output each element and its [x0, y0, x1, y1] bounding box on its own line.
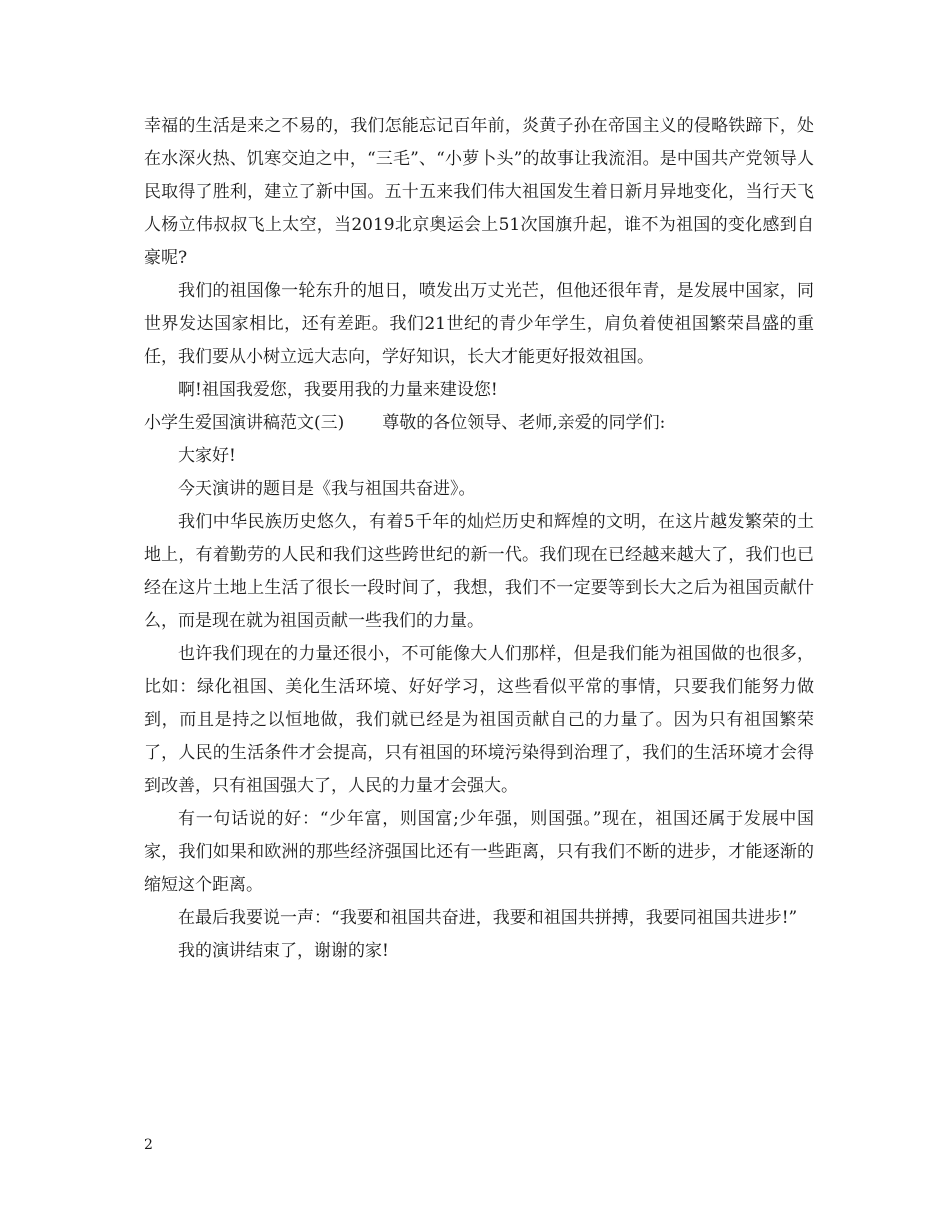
paragraph-2: 我们的祖国像一轮东升的旭日，喷发出万丈光芒，但他还很年青，是发展中国家，同世界发达国家相比，还有差距。我们21世纪的青少年学生，肩负着使祖国繁荣昌盛的重任，我们要从小树立远大志向，学好知识，长大才能更好报效祖国。 — [144, 281, 814, 367]
salutation: 尊敬的各位领导、老师,亲爱的同学们: — [382, 413, 666, 433]
paragraph-9: 在最后我要说一声：“我要和祖国共奋进，我要和祖国共拼搏，我要同祖国共进步!” — [178, 908, 798, 928]
document-body — [144, 110, 814, 968]
paragraph-3: 啊!祖国我爱您，我要用我的力量来建设您! — [178, 380, 498, 400]
paragraph-1: 幸福的生活是来之不易的，我们怎能忘记百年前，炎黄子孙在帝国主义的侵略铁蹄下，处在水深火热、饥寒交迫之中，“三毛”、“小萝卜头”的故事让我流泪。是中国共产党领导人民取得了胜利，建立了新中国。五十五来我们伟大祖国发生着日新月异地变化，当行天飞人杨立伟叔叔飞上太空，当2019北京奥运会上51次国旗升起，谁不为祖国的变化感到自豪呢? — [144, 116, 814, 268]
paragraph-6: 我们中华民族历史悠久，有着5千年的灿烂历史和辉煌的文明，在这片越发繁荣的土地上，有着勤劳的人民和我们这些跨世纪的新一代。我们现在已经越来越大了，我们也已经在这片土地上生活了很长一段时间了，我想，我们不一定要等到长大之后为祖国贡献什么，而是现在就为祖国贡献一些我们的力量。 — [144, 512, 814, 631]
paragraph-10: 我的演讲结束了，谢谢的家! — [178, 941, 389, 961]
section-heading-line — [144, 407, 814, 440]
section-title: 小学生爱国演讲稿范文(三) — [144, 413, 345, 433]
paragraph-7: 也许我们现在的力量还很小，不可能像大人们那样，但是我们能为祖国做的也很多，比如：绿化祖国、美化生活环境、好好学习，这些看似平常的事情，只要我们能努力做到，而且是持之以恒地做，我们就已经是为祖国贡献自己的力量了。因为只有祖国繁荣了，人民的生活条件才会提高，只有祖国的环境污染得到治理了，我们的生活环境才会得到改善，只有祖国强大了，人民的力量才会强大。 — [144, 644, 814, 796]
page-number: 2 — [144, 1137, 153, 1153]
paragraph-5: 今天演讲的题目是《我与祖国共奋进》。 — [178, 479, 476, 499]
paragraph-4: 大家好! — [178, 446, 236, 466]
paragraph-8: 有一句话说的好：“少年富，则国富;少年强，则国强。”现在，祖国还属于发展中国家，我们如果和欧洲的那些经济强国比还有一些距离，只有我们不断的进步，才能逐渐的缩短这个距离。 — [144, 809, 814, 895]
